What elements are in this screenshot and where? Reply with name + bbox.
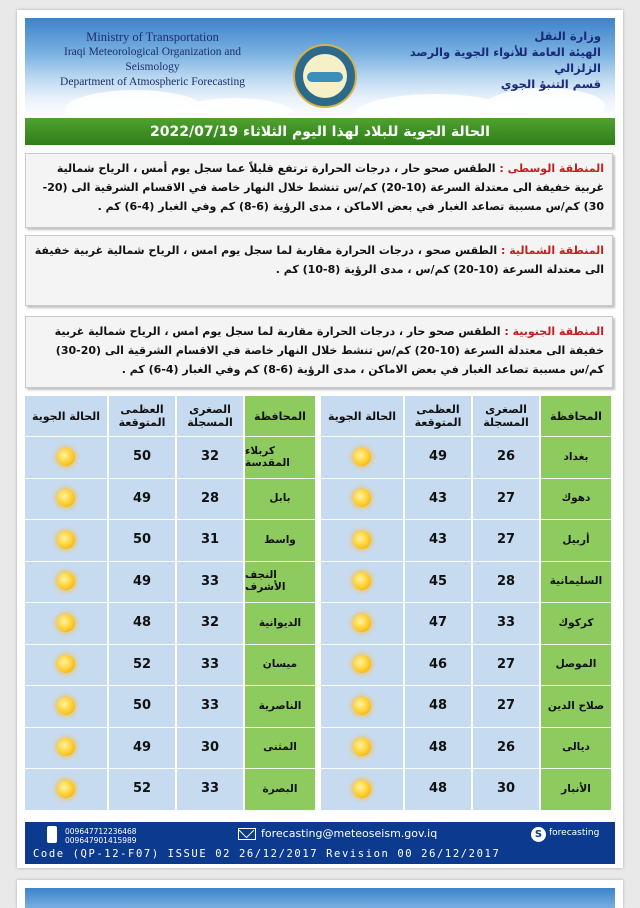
organization-logo [293,44,357,108]
row-divider [25,727,613,728]
province-name: دهوك [561,492,591,505]
region-north-text: الطقس صحو ، درجات الحرارة مقاربة لما سجل يوم امس ، الرياح شمالية غربية خفيفة الى معتدلة السرعة (10-20) كم/س ، مدى الرؤية (8-10) كم . [34,244,604,276]
weather-cell [321,561,403,603]
ministry-name-en: Ministry of Transportation [86,30,219,44]
row-divider [25,810,613,811]
sun-icon [353,448,371,466]
max-temp: 50 [132,449,152,465]
sun-icon [353,780,371,798]
min-temp: 27 [496,698,516,714]
row-divider [25,561,613,562]
province-name: صلاح الدين [547,699,605,712]
max-temp: 48 [428,698,448,714]
max-temp: 52 [132,656,152,672]
max-temp: 46 [428,656,448,672]
max-temp: 50 [132,698,152,714]
footer-skype[interactable]: forecasting [549,828,600,838]
province-name: ميسان [262,658,298,671]
temperature-table [25,396,613,808]
region-central-text: الطقس صحو حار ، درجات الحرارة ترتفع قليلاً عما سجل يوم أمس ، الرياح شمالية غربية خفيفة الى معتدلة السرعة (10-20) كم/س تنشط خلال النهار خاصة في الاقسام الشرقية الى (20-30) كم/س مسببة تصاعد الغبار في بعض الاماكن ، مدى الرؤية (6-8) كم وفي الغبار (4-6) كم . [42,162,604,213]
sun-icon [353,738,371,756]
header-banner [25,18,615,118]
footer-bar [25,822,615,864]
region-south [25,316,613,388]
bulletin-page [17,10,623,868]
mail-icon [238,828,256,840]
province-name: بغداد [563,450,589,463]
column-header-weather: الحالة الجوية [31,409,101,423]
column-header-max: العظمى المتوقعة [414,403,462,429]
column-header-min: الصغرى المسجلة [187,403,233,429]
weather-cell [25,478,107,520]
ministry-name-ar: وزارة النقل [534,29,601,43]
min-temp: 33 [200,781,220,797]
region-central-name: المنطقة الوسطى : [499,162,604,175]
max-temp: 49 [132,490,152,506]
max-temp: 49 [132,573,152,589]
province-name: واسط [264,533,296,546]
sun-icon [353,572,371,590]
max-temp: 49 [132,739,152,755]
phone-number: 009647712236468 [65,827,137,836]
province-name: المثنى [263,741,297,754]
title-bar [25,118,615,145]
min-temp: 33 [200,656,220,672]
weather-cell [321,685,403,727]
weather-cell [321,519,403,561]
weather-cell [25,602,107,644]
sun-icon [57,738,75,756]
min-temp: 33 [496,615,516,631]
min-temp: 26 [496,449,516,465]
province-name: السليمانية [549,575,603,588]
min-temp: 31 [200,532,220,548]
sun-icon [57,448,75,466]
header-english [45,30,260,90]
row-divider [25,478,613,479]
min-temp: 33 [200,698,220,714]
province-name: الأنبار [561,782,591,795]
sun-icon [353,489,371,507]
max-temp: 52 [132,781,152,797]
max-temp: 43 [428,490,448,506]
column-header-max: العظمى المتوقعة [118,403,166,429]
province-name: النجف الأشرف [245,569,286,594]
max-temp: 43 [428,532,448,548]
sun-icon [57,572,75,590]
next-page-edge [17,880,623,908]
min-temp: 30 [200,739,220,755]
region-north [25,235,613,306]
sun-icon [57,780,75,798]
sun-icon [57,614,75,632]
weather-cell [25,436,107,478]
phone-number: 009647901415989 [65,836,137,845]
organization-name-ar: الهيئة العامة للأنواء الجوية والرصد الزلزالي [409,45,601,75]
row-divider [25,519,613,520]
max-temp: 50 [132,532,152,548]
weather-cell [321,727,403,769]
weather-cell [25,727,107,769]
weather-cell [321,478,403,520]
row-divider [25,436,613,437]
max-temp: 48 [428,739,448,755]
province-name: الديوانية [258,616,302,629]
max-temp: 47 [428,615,448,631]
province-name: بابل [269,492,291,505]
max-temp: 48 [428,781,448,797]
weather-cell [25,685,107,727]
region-north-name: المنطقة الشمالية : [500,244,604,257]
column-header-weather: الحالة الجوية [327,409,397,423]
max-temp: 45 [428,573,448,589]
weather-cell [25,561,107,603]
sun-icon [57,489,75,507]
row-divider [25,644,613,645]
region-central [25,153,613,228]
phone-icon [47,826,57,843]
min-temp: 27 [496,656,516,672]
min-temp: 26 [496,739,516,755]
organization-name-en: Iraqi Meteorological Organization and Seismology [63,46,241,73]
min-temp: 32 [200,615,220,631]
row-divider [25,685,613,686]
department-name-en: Department of Atmospheric Forecasting [60,76,245,88]
province-name: البصرة [262,782,298,795]
department-name-ar: قسم التنبؤ الجوي [500,77,601,91]
sun-icon [57,655,75,673]
column-header-min: الصغرى المسجلة [483,403,529,429]
region-south-text: الطقس صحو حار ، درجات الحرارة مقاربة لما سجل يوم امس ، الرياح شمالية غربية خفيفة الى معتدلة السرعة (10-20) كم/س تنشط خلال النهار خاصة في الاقسام الشرقية الى (20-30) كم/س مسببة تصاعد الغبار في بعض الاماكن ، مدى الرؤية (6-8) كم وفي الغبار (4-6) كم . [54,325,604,376]
weather-cell [321,768,403,810]
footer-email[interactable]: forecasting@meteoseism.gov.iq [261,827,438,840]
min-temp: 28 [496,573,516,589]
min-temp: 28 [200,490,220,506]
header-arabic [391,28,601,92]
region-south-name: المنطقة الجنوبية : [504,325,604,338]
sun-icon [57,697,75,715]
weather-cell [25,768,107,810]
weather-cell [25,519,107,561]
province-name: الموصل [555,658,597,671]
document-code: Code (QP-12-F07) ISSUE 02 26/12/2017 Revision 00 26/12/2017 [33,848,501,860]
column-header-province: المحافظة [254,409,306,423]
max-temp: 49 [428,449,448,465]
sun-icon [57,531,75,549]
weather-cell [321,602,403,644]
bulletin-title: الحالة الجوية للبلاد لهذا اليوم الثلاثاء 2022/07/19 [150,123,490,140]
min-temp: 27 [496,532,516,548]
max-temp: 48 [132,615,152,631]
province-name: كركوك [558,616,594,629]
sun-icon [353,655,371,673]
province-name: أربيل [562,533,590,546]
sun-icon [353,697,371,715]
column-header-province: المحافظة [550,409,602,423]
footer-phones [65,827,137,845]
province-name: الناصرية [258,699,302,712]
min-temp: 27 [496,490,516,506]
row-divider [25,602,613,603]
row-divider [25,768,613,769]
weather-cell [25,644,107,686]
min-temp: 30 [496,781,516,797]
province-name: ديالى [562,741,590,754]
min-temp: 33 [200,573,220,589]
weather-cell [321,644,403,686]
min-temp: 32 [200,449,220,465]
weather-cell [321,436,403,478]
sun-icon [353,614,371,632]
skype-icon: S [531,827,546,842]
province-name: كربلاء المقدسة [245,444,290,469]
sun-icon [353,531,371,549]
